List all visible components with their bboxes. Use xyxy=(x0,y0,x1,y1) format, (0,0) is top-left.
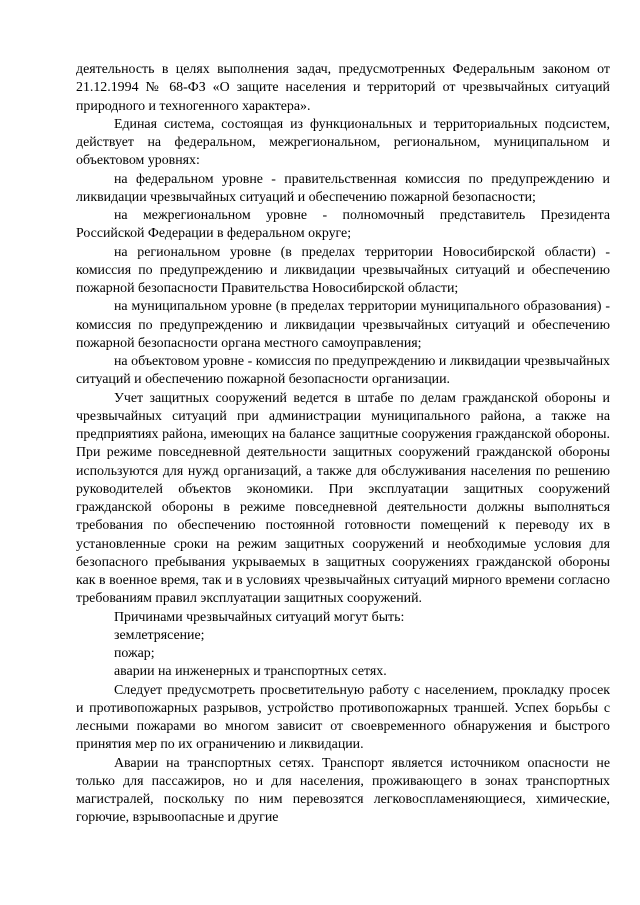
paragraph-fire-prevention: Следует предусмотреть просветительную работу с населением, прокладку просек и противопожарных разрывов, устройство противопожарных траншей. Успех борьбы с лесными пожарами во многом зависит от своевременного обнаружения и быстрого принятия мер по их ограничению и ликвидации. xyxy=(76,682,610,753)
list-item-fire: пожар; xyxy=(114,646,155,661)
list-item-federal-level: на федеральном уровне - правительственная комиссия по предупреждению и ликвидации чрезвычайных ситуаций и обеспечению пожарной безопасности; xyxy=(76,171,610,205)
list-item-municipal-level: на муниципальном уровне (в пределах территории муниципального образования) - комиссия по предупреждению и ликвидации чрезвычайных ситуаций и обеспечению пожарной безопасности органа местного самоуправления; xyxy=(76,299,610,351)
list-item-object-level: на объектовом уровне - комиссия по предупреждению и ликвидации чрезвычайных ситуаций и обеспечению пожарной безопасности организации. xyxy=(76,354,610,388)
paragraph-transport-accidents: Аварии на транспортных сетях. Транспорт является источником опасности не только для пассажиров, но и для населения, проживающего в зонах транспортных магистралей, поскольку по ним перевозятся легковоспламеняющиеся, химические, горючие, взрывоопасные и другие xyxy=(76,755,610,826)
paragraph-continuation: деятельность в целях выполнения задач, предусмотренных Федеральным законом от 21.12.1994 № 68-ФЗ «О защите населения и территорий от чрезвычайных ситуаций природного и техногенного характера». xyxy=(76,62,610,114)
list-item-network-accidents: аварии на инженерных и транспортных сетях. xyxy=(114,664,387,680)
paragraph-causes-intro: Причинами чрезвычайных ситуаций могут быть: xyxy=(114,609,405,625)
list-item-regional-level: на региональном уровне (в пределах территории Новосибирской области) - комиссия по предупреждению и ликвидации чрезвычайных ситуаций и обеспечению пожарной безопасности Правительства Новосибирской области; xyxy=(76,244,610,296)
paragraph-protective-structures: Учет защитных сооружений ведется в штабе по делам гражданской обороны и чрезвычайных ситуаций при администрации муниципального района, а также на предприятиях района, имеющих на балансе защитные сооружения гражданской обороны. При режиме повседневной деятельности защитных сооружений гражданской обороны используются для нужд организаций, а также для обслуживания населения по решению руководителей объектов экономики. При эксплуатации защитных сооружений гражданской обороны в режиме повседневной деятельности должны выполняться требования по обеспечению постоянной готовности помещений к переводу их в установленные сроки на режим защитных сооружений и необходимые условия для безопасного пребывания укрываемых в защитных сооружениях гражданской обороны как в военное время, так и в условиях чрезвычайных ситуаций мирного времени согласно требованиям правил эксплуатации защитных сооружений. xyxy=(76,390,610,607)
list-item-interregional-level: на межрегиональном уровне - полномочный представитель Президента Российской Федерации в федеральном округе; xyxy=(76,208,610,242)
document-page xyxy=(76,61,610,828)
list-item-earthquake: землетрясение; xyxy=(114,627,205,643)
paragraph-unified-system: Единая система, состоящая из функциональных и территориальных подсистем, действует на федеральном, межрегиональном, региональном, муниципальном и объектовом уровнях: xyxy=(76,116,610,169)
